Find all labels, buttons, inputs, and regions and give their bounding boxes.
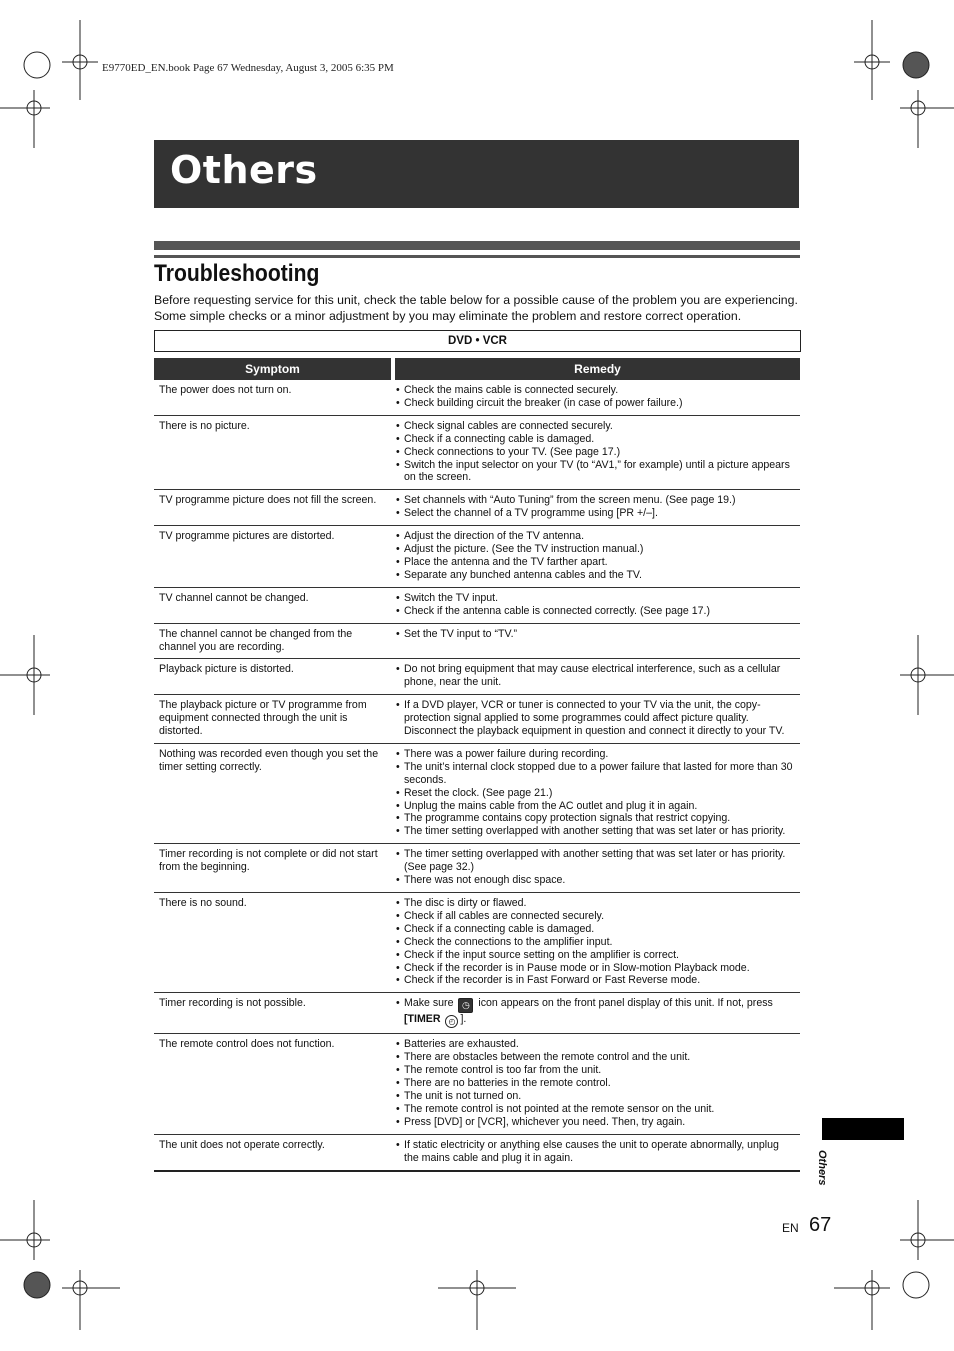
troubleshooting-table bbox=[154, 380, 800, 1172]
symptom-cell: Timer recording is not complete or did not start from the beginning. bbox=[154, 844, 391, 893]
remedy-item: • Check building circuit the breaker (in case of power failure.) bbox=[396, 397, 794, 410]
remedy-item: • There are no batteries in the remote control. bbox=[396, 1077, 794, 1090]
chapter-title-bar bbox=[154, 140, 799, 208]
page-language: EN bbox=[782, 1221, 799, 1235]
symptom-cell: Playback picture is distorted. bbox=[154, 659, 391, 695]
remedy-list bbox=[396, 628, 794, 641]
remedy-list bbox=[396, 997, 794, 1028]
symptom-cell: TV programme picture does not fill the screen. bbox=[154, 490, 391, 526]
remedy-text-before: Make sure bbox=[404, 997, 454, 1010]
remedy-item: • Check the connections to the amplifier input. bbox=[396, 936, 794, 949]
remedy-cell bbox=[391, 623, 800, 659]
remedy-list bbox=[396, 530, 794, 582]
remedy-item: • Reset the clock. (See page 21.) bbox=[396, 787, 794, 800]
remedy-list bbox=[396, 592, 794, 618]
remedy-cell bbox=[391, 380, 800, 415]
remedy-item: • Adjust the picture. (See the TV instruction manual.) bbox=[396, 543, 794, 556]
remedy-item: • Press [DVD] or [VCR], whichever you need. Then, try again. bbox=[396, 1116, 794, 1129]
symptom-cell: The unit does not operate correctly. bbox=[154, 1134, 391, 1170]
remedy-item: • Select the channel of a TV programme using [PR +/–]. bbox=[396, 507, 794, 520]
remedy-item: • Unplug the mains cable from the AC outlet and plug it in again. bbox=[396, 800, 794, 813]
remedy-item: • Separate any bunched antenna cables and the TV. bbox=[396, 569, 794, 582]
remedy-list bbox=[396, 848, 794, 887]
print-header: E9770ED_EN.book Page 67 Wednesday, August 3, 2005 6:35 PM bbox=[102, 62, 394, 74]
remedy-cell bbox=[391, 587, 800, 623]
remedy-item: • Adjust the direction of the TV antenna. bbox=[396, 530, 794, 543]
table-row bbox=[154, 415, 800, 490]
remedy-item: • Check if the recorder is in Fast Forward or Fast Reverse mode. bbox=[396, 974, 794, 987]
symptom-header: Symptom bbox=[154, 358, 391, 380]
remedy-list bbox=[396, 897, 794, 987]
table-row bbox=[154, 844, 800, 893]
remedy-list bbox=[396, 748, 794, 838]
remedy-item: • The remote control is too far from the unit. bbox=[396, 1064, 794, 1077]
timer-indicator-icon: ◷ bbox=[458, 998, 473, 1013]
remedy-cell bbox=[391, 1134, 800, 1170]
remedy-cell bbox=[391, 743, 800, 843]
table-row bbox=[154, 893, 800, 993]
remedy-cell bbox=[391, 695, 800, 744]
side-tab bbox=[822, 1118, 904, 1140]
symptom-cell: TV programme pictures are distorted. bbox=[154, 526, 391, 588]
symptom-cell: TV channel cannot be changed. bbox=[154, 587, 391, 623]
chapter-title: Others bbox=[170, 148, 318, 192]
remedy-item: • Check if a connecting cable is damaged. bbox=[396, 923, 794, 936]
clock-icon: ◴ bbox=[445, 1015, 458, 1028]
remedy-item: • The timer setting overlapped with another setting that was set later or has priority. bbox=[396, 825, 794, 838]
remedy-cell bbox=[391, 844, 800, 893]
section-rule-thin bbox=[154, 255, 800, 258]
table-row bbox=[154, 659, 800, 695]
remedy-cell bbox=[391, 415, 800, 490]
remedy-item: • Set the TV input to “TV.” bbox=[396, 628, 794, 641]
remedy-text-after: icon appears on the front panel display of this unit. If not, press bbox=[478, 997, 773, 1010]
table-row bbox=[154, 1134, 800, 1170]
remedy-list bbox=[396, 1038, 794, 1128]
page-number: 67 bbox=[809, 1214, 832, 1236]
remedy-item: • There was a power failure during recording. bbox=[396, 748, 794, 761]
section-title: Troubleshooting bbox=[154, 260, 320, 287]
table-row bbox=[154, 587, 800, 623]
symptom-cell: The remote control does not function. bbox=[154, 1034, 391, 1134]
remedy-item: • There are obstacles between the remote control and the unit. bbox=[396, 1051, 794, 1064]
symptom-cell: There is no sound. bbox=[154, 893, 391, 993]
remedy-cell bbox=[391, 526, 800, 588]
remedy-item: • Switch the input selector on your TV (to “AV1,” for example) until a picture appears on the screen. bbox=[396, 459, 794, 485]
remedy-item: • Check if the antenna cable is connected correctly. (See page 17.) bbox=[396, 605, 794, 618]
remedy-list bbox=[396, 494, 794, 520]
remedy-item: • The timer setting overlapped with another setting that was set later or has priority. (See page 32.) bbox=[396, 848, 794, 874]
table-row bbox=[154, 623, 800, 659]
symptom-cell: The power does not turn on. bbox=[154, 380, 391, 415]
symptom-cell: The playback picture or TV programme from equipment connected through the unit is distorted. bbox=[154, 695, 391, 744]
table-row bbox=[154, 1034, 800, 1134]
symptom-cell: There is no picture. bbox=[154, 415, 391, 490]
remedy-item: • There was not enough disc space. bbox=[396, 874, 794, 887]
remedy-item: • The disc is dirty or flawed. bbox=[396, 897, 794, 910]
remedy-cell bbox=[391, 659, 800, 695]
remedy-item: • Check if the recorder is in Pause mode or in Slow-motion Playback mode. bbox=[396, 962, 794, 975]
table-row bbox=[154, 743, 800, 843]
section-rule-thick bbox=[154, 241, 800, 250]
symptom-cell: The channel cannot be changed from the channel you are recording. bbox=[154, 623, 391, 659]
remedy-list bbox=[396, 1139, 794, 1165]
remedy-list bbox=[396, 420, 794, 485]
remedy-cell bbox=[391, 1034, 800, 1134]
table-row bbox=[154, 526, 800, 588]
remedy-text-close: ]. bbox=[460, 1013, 467, 1026]
remedy-item: • If static electricity or anything else causes the unit to operate abnormally, unplug the mains cable and plug it in again. bbox=[396, 1139, 794, 1165]
timer-button-label: [TIMER bbox=[404, 1013, 441, 1026]
symptom-cell: Nothing was recorded even though you set the timer setting correctly. bbox=[154, 743, 391, 843]
table-row bbox=[154, 380, 800, 415]
remedy-item: • Batteries are exhausted. bbox=[396, 1038, 794, 1051]
remedy-item: • The programme contains copy protection signals that restrict copying. bbox=[396, 812, 794, 825]
remedy-item: • Set channels with “Auto Tuning” from the screen menu. (See page 19.) bbox=[396, 494, 794, 507]
symptom-cell: Timer recording is not possible. bbox=[154, 993, 391, 1034]
remedy-list bbox=[396, 663, 794, 689]
remedy-cell bbox=[391, 993, 800, 1034]
side-label: Others bbox=[816, 1150, 828, 1186]
remedy-item bbox=[396, 997, 794, 1028]
remedy-item: • Check if all cables are connected securely. bbox=[396, 910, 794, 923]
remedy-cell bbox=[391, 893, 800, 993]
remedy-item: • Check signal cables are connected securely. bbox=[396, 420, 794, 433]
remedy-item: • The unit is not turned on. bbox=[396, 1090, 794, 1103]
remedy-list bbox=[396, 699, 794, 738]
remedy-item: • Place the antenna and the TV farther apart. bbox=[396, 556, 794, 569]
device-label: DVD • VCR bbox=[154, 330, 801, 352]
table-row bbox=[154, 490, 800, 526]
remedy-item: • Check if the input source setting on the amplifier is correct. bbox=[396, 949, 794, 962]
table-row bbox=[154, 993, 800, 1034]
remedy-item: • Switch the TV input. bbox=[396, 592, 794, 605]
intro-paragraph: Before requesting service for this unit, check the table below for a possible cause of the problem you are experiencing. Some simple checks or a minor adjustment by you may eliminate the problem and restore correct operation. bbox=[154, 293, 798, 323]
remedy-item: • If a DVD player, VCR or tuner is connected to your TV via the unit, the copy-protection signal applied to some programmes could affect picture quality. Disconnect the playback equipment in question and connect it directly to your TV. bbox=[396, 699, 794, 738]
remedy-item: • Check if a connecting cable is damaged. bbox=[396, 433, 794, 446]
remedy-item: • The remote control is not pointed at the remote sensor on the unit. bbox=[396, 1103, 794, 1116]
remedy-list bbox=[396, 384, 794, 410]
remedy-item: • Check the mains cable is connected securely. bbox=[396, 384, 794, 397]
remedy-item: • The unit’s internal clock stopped due to a power failure that lasted for more than 30 seconds. bbox=[396, 761, 794, 787]
remedy-cell bbox=[391, 490, 800, 526]
remedy-item: • Check connections to your TV. (See page 17.) bbox=[396, 446, 794, 459]
table-row bbox=[154, 695, 800, 744]
remedy-header: Remedy bbox=[395, 358, 800, 380]
remedy-item: • Do not bring equipment that may cause electrical interference, such as a cellular phone, near the unit. bbox=[396, 663, 794, 689]
